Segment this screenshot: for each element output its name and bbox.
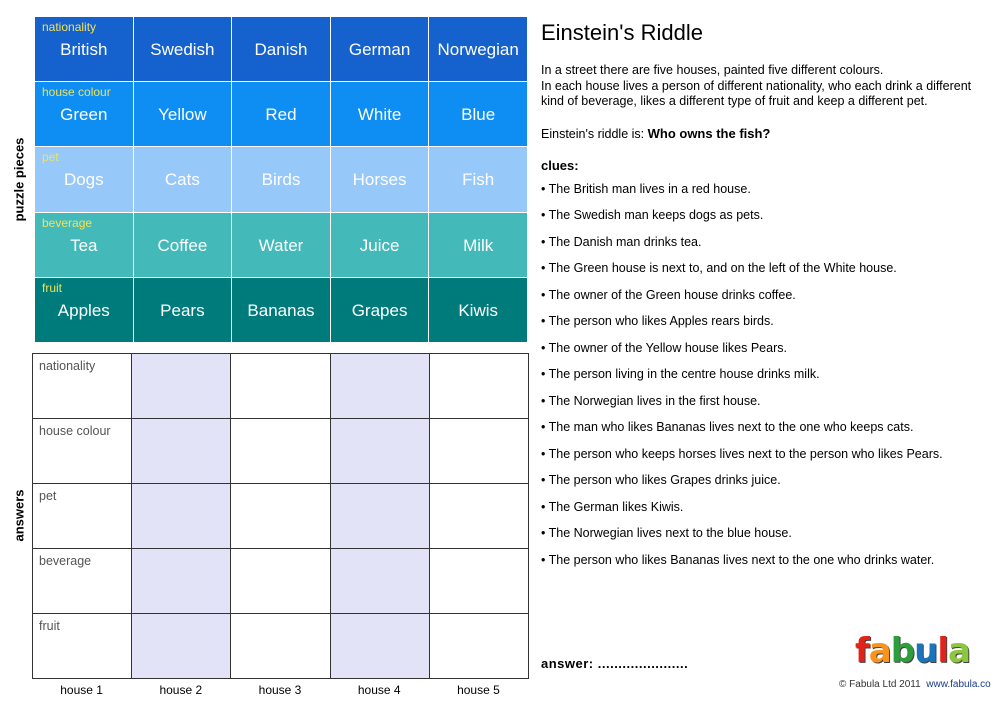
clue-item: • The owner of the Yellow house likes Pears.	[541, 340, 787, 355]
answer-cell[interactable]	[132, 419, 231, 484]
answer-cell[interactable]	[429, 549, 528, 614]
piece-category-label: house colour	[42, 85, 111, 100]
puzzle-piece[interactable]	[429, 82, 528, 147]
answer-cell[interactable]	[330, 614, 429, 679]
answers-grid	[32, 353, 529, 679]
answer-cell[interactable]	[429, 354, 528, 419]
piece-value: Apples	[57, 300, 110, 320]
question-prefix: Einstein's riddle is:	[541, 126, 648, 141]
puzzle-piece[interactable]	[232, 147, 331, 212]
clue-item: • The owner of the Green house drinks coffee.	[541, 287, 796, 302]
piece-value: Cats	[164, 170, 200, 190]
piece-value: Water	[258, 235, 304, 255]
puzzle-piece[interactable]	[133, 277, 232, 342]
house-label: house 5	[457, 683, 500, 697]
answers-label-text: answers	[11, 489, 27, 542]
clue-item: • The British man lives in a red house.	[541, 181, 751, 196]
logo-letter: a	[947, 631, 970, 671]
intro-line: In each house lives a person of different nationality, who each drink a different kind of beverage, likes a different type of fruit and keep a different pet.	[541, 78, 972, 108]
website-link[interactable]: www.fabula.co	[926, 679, 991, 690]
clue-item: • The Green house is next to, and on the left of the White house.	[541, 261, 897, 275]
answer-cell[interactable]	[429, 419, 528, 484]
answer-cell[interactable]	[429, 614, 528, 679]
logo-letter: b	[890, 631, 915, 671]
piece-row	[35, 17, 528, 82]
clue-item: • The person who likes Bananas lives next to the one who drinks water.	[541, 552, 935, 567]
logo-letter: f	[855, 631, 869, 671]
house-label: house 2	[159, 683, 203, 697]
logo-letter: a	[868, 631, 891, 671]
piece-value: Blue	[461, 105, 496, 125]
clue-item: • The Danish man drinks tea.	[541, 234, 702, 249]
logo-letter: u	[914, 631, 938, 671]
puzzle-piece[interactable]	[35, 277, 134, 342]
clue-item: • The person who keeps horses lives next to the person who likes Pears.	[541, 446, 943, 461]
answer-row	[33, 484, 529, 549]
answer-cell[interactable]	[330, 354, 429, 419]
piece-value: Juice	[359, 235, 400, 255]
puzzle-piece[interactable]	[35, 82, 134, 147]
clue-item: • The man who likes Bananas lives next to the one who keeps cats.	[541, 420, 914, 434]
puzzle-piece[interactable]	[133, 147, 232, 212]
puzzle-piece[interactable]	[133, 212, 232, 277]
piece-value: Bananas	[247, 300, 315, 320]
piece-category-label: beverage	[42, 215, 93, 230]
piece-value: Kiwis	[458, 300, 498, 320]
puzzle-piece[interactable]	[35, 147, 134, 212]
puzzle-piece[interactable]	[429, 17, 528, 82]
piece-row	[35, 212, 528, 277]
puzzle-piece[interactable]	[330, 82, 429, 147]
puzzle-piece[interactable]	[429, 147, 528, 212]
piece-value: Norwegian	[437, 40, 519, 60]
answer-cell[interactable]	[330, 549, 429, 614]
answer-line: answer: ......................	[541, 656, 689, 671]
puzzle-piece[interactable]	[232, 212, 331, 277]
piece-value: Horses	[352, 170, 407, 190]
answer-cell[interactable]	[231, 354, 330, 419]
piece-row	[35, 277, 528, 342]
piece-value: Fish	[462, 170, 495, 190]
puzzle-piece[interactable]	[330, 212, 429, 277]
puzzle-piece[interactable]	[232, 17, 331, 82]
question-text: Who owns the fish?	[647, 125, 771, 141]
answer-row-label[interactable]: nationality	[33, 354, 132, 419]
house-label: house 4	[357, 683, 401, 697]
answer-cell[interactable]	[231, 484, 330, 549]
clues-heading: clues:	[541, 157, 579, 173]
answer-row	[33, 549, 529, 614]
puzzle-piece[interactable]	[133, 17, 232, 82]
puzzle-piece[interactable]	[133, 82, 232, 147]
answer-cell[interactable]	[330, 484, 429, 549]
copyright	[839, 679, 991, 690]
house-labels	[32, 683, 528, 697]
answer-cell[interactable]	[231, 419, 330, 484]
clue-item: • The Swedish man keeps dogs as pets.	[541, 208, 764, 222]
piece-value: Danish	[254, 40, 308, 60]
copyright-text: © Fabula Ltd 2011	[839, 679, 921, 690]
intro-text	[541, 63, 991, 110]
answer-cell[interactable]	[132, 614, 231, 679]
answer-cell[interactable]	[231, 614, 330, 679]
piece-row	[35, 82, 528, 147]
intro-line: In a street there are five houses, painted five different colours.	[541, 63, 884, 77]
piece-value: Red	[265, 105, 297, 125]
clue-item: • The Norwegian lives next to the blue house.	[541, 526, 792, 540]
answers-label	[4, 353, 34, 678]
puzzle-piece[interactable]	[429, 212, 528, 277]
piece-value: Milk	[463, 235, 494, 255]
piece-value: British	[60, 40, 108, 60]
puzzle-piece[interactable]	[330, 147, 429, 212]
answer-cell[interactable]	[132, 484, 231, 549]
puzzle-piece[interactable]	[35, 17, 134, 82]
piece-value: White	[357, 105, 402, 125]
page-title: Einstein's Riddle	[541, 20, 703, 45]
riddle-panel	[541, 20, 991, 579]
puzzle-piece[interactable]	[330, 277, 429, 342]
fabula-logo	[855, 631, 970, 671]
piece-value: Dogs	[63, 170, 104, 190]
puzzle-pieces-label-text: puzzle pieces	[11, 137, 27, 221]
clues-list	[541, 182, 991, 580]
answer-cell[interactable]	[132, 354, 231, 419]
piece-value: Birds	[261, 170, 301, 190]
house-label: house 1	[60, 683, 103, 697]
piece-value: Yellow	[158, 105, 207, 125]
puzzle-piece[interactable]	[429, 277, 528, 342]
clue-item: • The German likes Kiwis.	[541, 499, 684, 514]
piece-value: Green	[60, 105, 108, 125]
piece-value: Pears	[160, 300, 205, 320]
clue-item: • The person who likes Apples rears birds.	[541, 314, 774, 328]
answer-row	[33, 419, 529, 484]
clue-item: • The person living in the centre house drinks milk.	[541, 367, 820, 381]
piece-value: German	[348, 40, 411, 60]
piece-value: Tea	[70, 235, 98, 255]
answer-row	[33, 614, 529, 679]
piece-value: Grapes	[351, 300, 408, 320]
house-label: house 3	[258, 683, 302, 697]
clue-item: • The person who likes Grapes drinks juice.	[541, 473, 781, 487]
piece-category-label: nationality	[42, 20, 97, 34]
answer-row-label[interactable]: house colour	[33, 419, 132, 484]
answer-row-label[interactable]: fruit	[33, 614, 132, 679]
answer-cell[interactable]	[132, 549, 231, 614]
puzzle-pieces-grid	[34, 16, 528, 343]
piece-category-label: pet	[42, 150, 59, 165]
answer-row-label[interactable]: pet	[33, 484, 132, 549]
piece-value: Coffee	[157, 235, 208, 255]
answer-cell[interactable]	[330, 419, 429, 484]
answer-row	[33, 354, 529, 419]
puzzle-piece[interactable]	[35, 212, 134, 277]
answer-cell[interactable]	[231, 549, 330, 614]
riddle-question	[541, 126, 991, 141]
piece-category-label: fruit	[42, 280, 63, 295]
puzzle-piece[interactable]	[232, 82, 331, 147]
piece-value: Swedish	[150, 40, 215, 60]
puzzle-piece[interactable]	[232, 277, 331, 342]
logo-letter: l	[937, 631, 948, 671]
piece-row	[35, 147, 528, 212]
answer-row-label[interactable]: beverage	[33, 549, 132, 614]
puzzle-piece[interactable]	[330, 17, 429, 82]
puzzle-pieces-label	[4, 16, 34, 342]
clue-item: • The Norwegian lives in the first house.	[541, 393, 761, 408]
answer-cell[interactable]	[429, 484, 528, 549]
